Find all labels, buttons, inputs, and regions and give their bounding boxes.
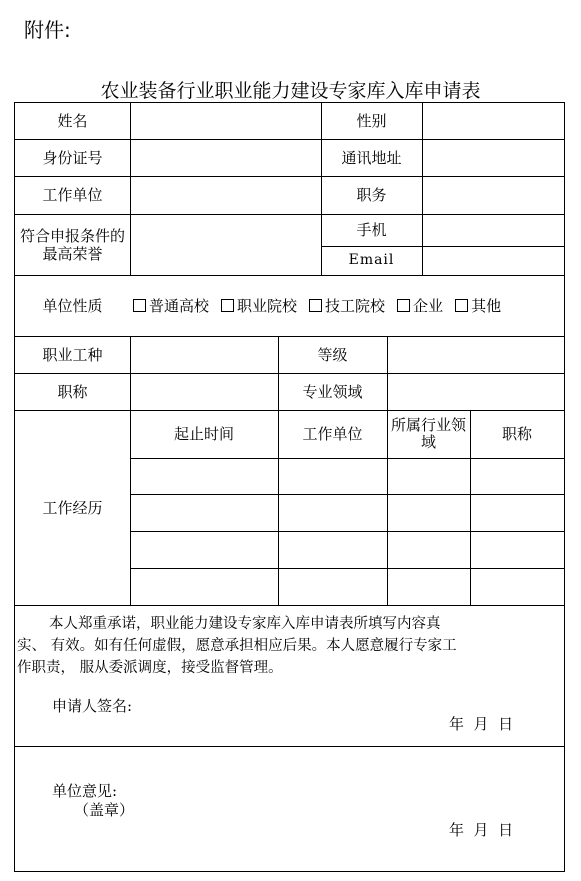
email-field[interactable] [423,247,564,275]
header-title: 职称 [501,425,532,443]
option-other[interactable] [455,295,501,316]
label-position: 职务 [356,186,387,204]
form-title: 农业装备行业职业能力建设专家库入库申请表 [100,80,481,102]
row-line [15,746,564,747]
row-line [130,494,564,495]
label-grade: 等级 [317,345,348,364]
signature-label: 申请人签名: [52,697,133,715]
pledge-line-2: 实、 有效。如有任何虚假，愿意承担相应后果。本人愿意履行专家工 [17,638,457,654]
checkbox-icon[interactable] [221,299,234,312]
label-id-number: 身份证号 [42,148,103,167]
title-field[interactable] [131,374,278,410]
occupation-field[interactable] [131,337,278,373]
seal-label: （盖章） [74,801,135,819]
unit-nature-options [133,275,501,336]
row-line [15,605,564,606]
mobile-field[interactable] [423,215,564,246]
label-work-unit: 工作单位 [42,186,103,204]
option-label: 企业 [413,297,444,315]
label-mobile: 手机 [356,221,387,239]
name-field[interactable] [131,103,321,139]
header-unit: 工作单位 [302,425,363,443]
label-email: Email [348,252,395,269]
label-unit-nature: 单位性质 [42,296,103,315]
option-university[interactable] [133,295,209,316]
option-enterprise[interactable] [397,295,443,316]
label-work-experience: 工作经历 [42,498,103,517]
option-label: 其他 [471,297,502,315]
row-line [130,531,564,532]
option-label: 职业院校 [237,297,298,315]
checkbox-icon[interactable] [397,299,410,312]
position-field[interactable] [423,177,564,214]
label-address: 通讯地址 [341,148,402,167]
label-gender: 性别 [356,112,387,130]
pledge-date: 年 月 日 [449,715,514,733]
label-name: 姓名 [57,112,88,130]
option-label: 普通高校 [149,297,210,315]
unit-opinion-label: 单位意见: [52,782,118,800]
work-unit-field[interactable] [131,177,321,214]
row-line [130,458,564,459]
address-field[interactable] [423,140,564,176]
label-highest-honor: 符合申报条件的最高荣誉 [19,226,125,263]
gender-field[interactable] [423,103,564,139]
option-label: 技工院校 [325,297,386,315]
grade-field[interactable] [388,337,564,373]
pledge-line-3: 作职责， 服从委派调度，接受监督管理。 [17,660,283,676]
option-vocational-college[interactable] [221,295,297,316]
unit-opinion-date: 年 月 日 [449,821,514,839]
honor-field[interactable] [131,215,321,275]
label-title: 职称 [57,382,88,401]
header-industry: 所属行业领域 [391,415,467,451]
checkbox-icon[interactable] [309,299,322,312]
field-input[interactable] [388,374,564,410]
label-field: 专业领域 [302,382,363,401]
attachment-label: 附件: [24,18,71,42]
application-form [14,102,565,872]
row-line [130,568,564,569]
header-period: 起止时间 [173,425,234,443]
pledge-line-1: 本人郑重承诺，职业能力建设专家库入库申请表所填写内容真 [49,616,441,632]
option-technical-school[interactable] [309,295,385,316]
label-occupation: 职业工种 [42,345,103,364]
id-number-field[interactable] [131,140,321,176]
checkbox-icon[interactable] [455,299,468,312]
checkbox-icon[interactable] [133,299,146,312]
